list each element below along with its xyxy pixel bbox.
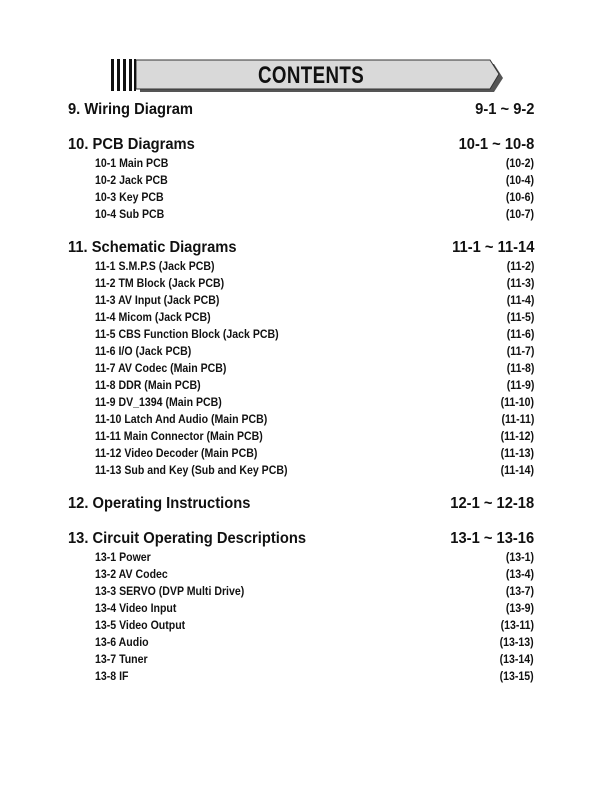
section-title: 12. Operating Instructions — [68, 495, 251, 512]
toc-item-label: 11-8 DDR (Main PCB) — [95, 378, 201, 392]
toc-item-page: (13-13) — [499, 635, 534, 649]
section-item-list — [68, 549, 534, 685]
toc-section — [68, 100, 534, 120]
toc-item-page: (11-8) — [506, 361, 534, 375]
toc-item[interactable] — [68, 292, 534, 309]
toc-item-label: 11-10 Latch And Audio (Main PCB) — [95, 412, 268, 426]
toc-item[interactable] — [68, 462, 534, 479]
toc-item[interactable] — [68, 155, 534, 172]
toc-item[interactable] — [68, 189, 534, 206]
section-title: 11. Schematic Diagrams — [68, 239, 237, 256]
toc-item[interactable] — [68, 600, 534, 617]
toc-item-label: 11-1 S.M.P.S (Jack PCB) — [95, 259, 215, 273]
toc-item-label: 13-6 Audio — [95, 635, 149, 649]
toc-item[interactable] — [68, 566, 534, 583]
toc-item-label: 10-2 Jack PCB — [95, 173, 168, 187]
toc-item-page: (11-13) — [500, 446, 534, 460]
toc-item-label: 11-11 Main Connector (Main PCB) — [95, 429, 263, 443]
toc-item-label: 11-2 TM Block (Jack PCB) — [95, 276, 225, 290]
toc-item-label: 11-12 Video Decoder (Main PCB) — [95, 446, 258, 460]
toc-item[interactable] — [68, 172, 534, 189]
toc-item-label: 11-13 Sub and Key (Sub and Key PCB) — [95, 463, 288, 477]
toc-item-page: (10-7) — [505, 207, 534, 221]
toc-item-label: 11-3 AV Input (Jack PCB) — [95, 293, 220, 307]
section-heading[interactable] — [68, 238, 534, 258]
toc-item[interactable] — [68, 309, 534, 326]
toc-item-page: (11-4) — [506, 293, 534, 307]
toc-item[interactable] — [68, 343, 534, 360]
toc-item-label: 10-3 Key PCB — [95, 190, 164, 204]
toc-item-page: (11-12) — [500, 429, 534, 443]
toc-item[interactable] — [68, 617, 534, 634]
toc-item-page: (11-5) — [506, 310, 534, 324]
toc-item[interactable] — [68, 583, 534, 600]
toc-item-label: 13-1 Power — [95, 550, 151, 564]
toc-item[interactable] — [68, 411, 534, 428]
toc-item-label: 11-4 Micom (Jack PCB) — [95, 310, 211, 324]
page-title: CONTENTS — [258, 62, 365, 89]
toc-item-label: 10-1 Main PCB — [95, 156, 169, 170]
toc-item-label: 13-4 Video Input — [95, 601, 177, 615]
toc-item-page: (13-4) — [505, 567, 534, 581]
toc-item[interactable] — [68, 445, 534, 462]
section-heading[interactable] — [68, 494, 534, 514]
toc-item-page: (13-7) — [505, 584, 534, 598]
section-page-range: 9-1 ~ 9-2 — [474, 101, 534, 118]
toc-item[interactable] — [68, 377, 534, 394]
toc-item[interactable] — [68, 326, 534, 343]
toc-item-page: (13-14) — [499, 652, 534, 666]
toc-item-page: (11-2) — [506, 259, 534, 273]
toc-item-page: (11-3) — [506, 276, 534, 290]
toc-item-page: (11-10) — [500, 395, 534, 409]
section-item-list — [68, 155, 534, 223]
section-page-range: 11-1 ~ 11-14 — [451, 239, 534, 256]
toc-section — [68, 494, 534, 514]
toc-item-page: (13-15) — [499, 669, 534, 683]
toc-item[interactable] — [68, 360, 534, 377]
section-item-list — [68, 258, 534, 479]
section-page-range: 13-1 ~ 13-16 — [450, 530, 534, 547]
section-heading[interactable] — [68, 529, 534, 549]
section-heading[interactable] — [68, 135, 534, 155]
section-heading[interactable] — [68, 100, 534, 120]
toc-item[interactable] — [68, 651, 534, 668]
toc-item-label: 13-2 AV Codec — [95, 567, 168, 581]
toc-item[interactable] — [68, 668, 534, 685]
toc-item-page: (13-9) — [505, 601, 534, 615]
contents-banner — [108, 58, 503, 94]
toc-item-page: (11-14) — [500, 463, 534, 477]
toc-item-label: 13-5 Video Output — [95, 618, 186, 632]
toc-item[interactable] — [68, 206, 534, 223]
toc-item-label: 13-3 SERVO (DVP Multi Drive) — [95, 584, 245, 598]
toc-item-label: 11-5 CBS Function Block (Jack PCB) — [95, 327, 279, 341]
toc-item-label: 11-9 DV_1394 (Main PCB) — [95, 395, 222, 409]
toc-item-label: 11-7 AV Codec (Main PCB) — [95, 361, 227, 375]
toc-item-label: 13-7 Tuner — [95, 652, 148, 666]
toc-section — [68, 529, 534, 685]
toc-item[interactable] — [68, 634, 534, 651]
toc-item-page: (10-6) — [505, 190, 534, 204]
toc-item-page: (11-9) — [506, 378, 534, 392]
toc-item-page: (11-11) — [501, 412, 534, 426]
toc-item[interactable] — [68, 549, 534, 566]
toc-item-label: 10-4 Sub PCB — [95, 207, 165, 221]
toc-item[interactable] — [68, 428, 534, 445]
section-title: 13. Circuit Operating Descriptions — [68, 530, 307, 547]
table-of-contents — [68, 100, 534, 700]
section-title: 10. PCB Diagrams — [68, 136, 195, 153]
toc-item-label: 11-6 I/O (Jack PCB) — [95, 344, 192, 358]
toc-item[interactable] — [68, 275, 534, 292]
section-page-range: 12-1 ~ 12-18 — [450, 495, 534, 512]
toc-item-page: (11-7) — [506, 344, 534, 358]
section-page-range: 10-1 ~ 10-8 — [458, 136, 534, 153]
toc-item-page: (10-2) — [505, 156, 534, 170]
toc-item-page: (13-1) — [505, 550, 534, 564]
toc-item-page: (11-6) — [506, 327, 534, 341]
toc-item[interactable] — [68, 258, 534, 275]
toc-section — [68, 238, 534, 479]
toc-item-label: 13-8 IF — [95, 669, 129, 683]
toc-item[interactable] — [68, 394, 534, 411]
toc-item-page: (13-11) — [500, 618, 534, 632]
toc-item-page: (10-4) — [505, 173, 534, 187]
toc-section — [68, 135, 534, 223]
section-title: 9. Wiring Diagram — [68, 101, 194, 118]
